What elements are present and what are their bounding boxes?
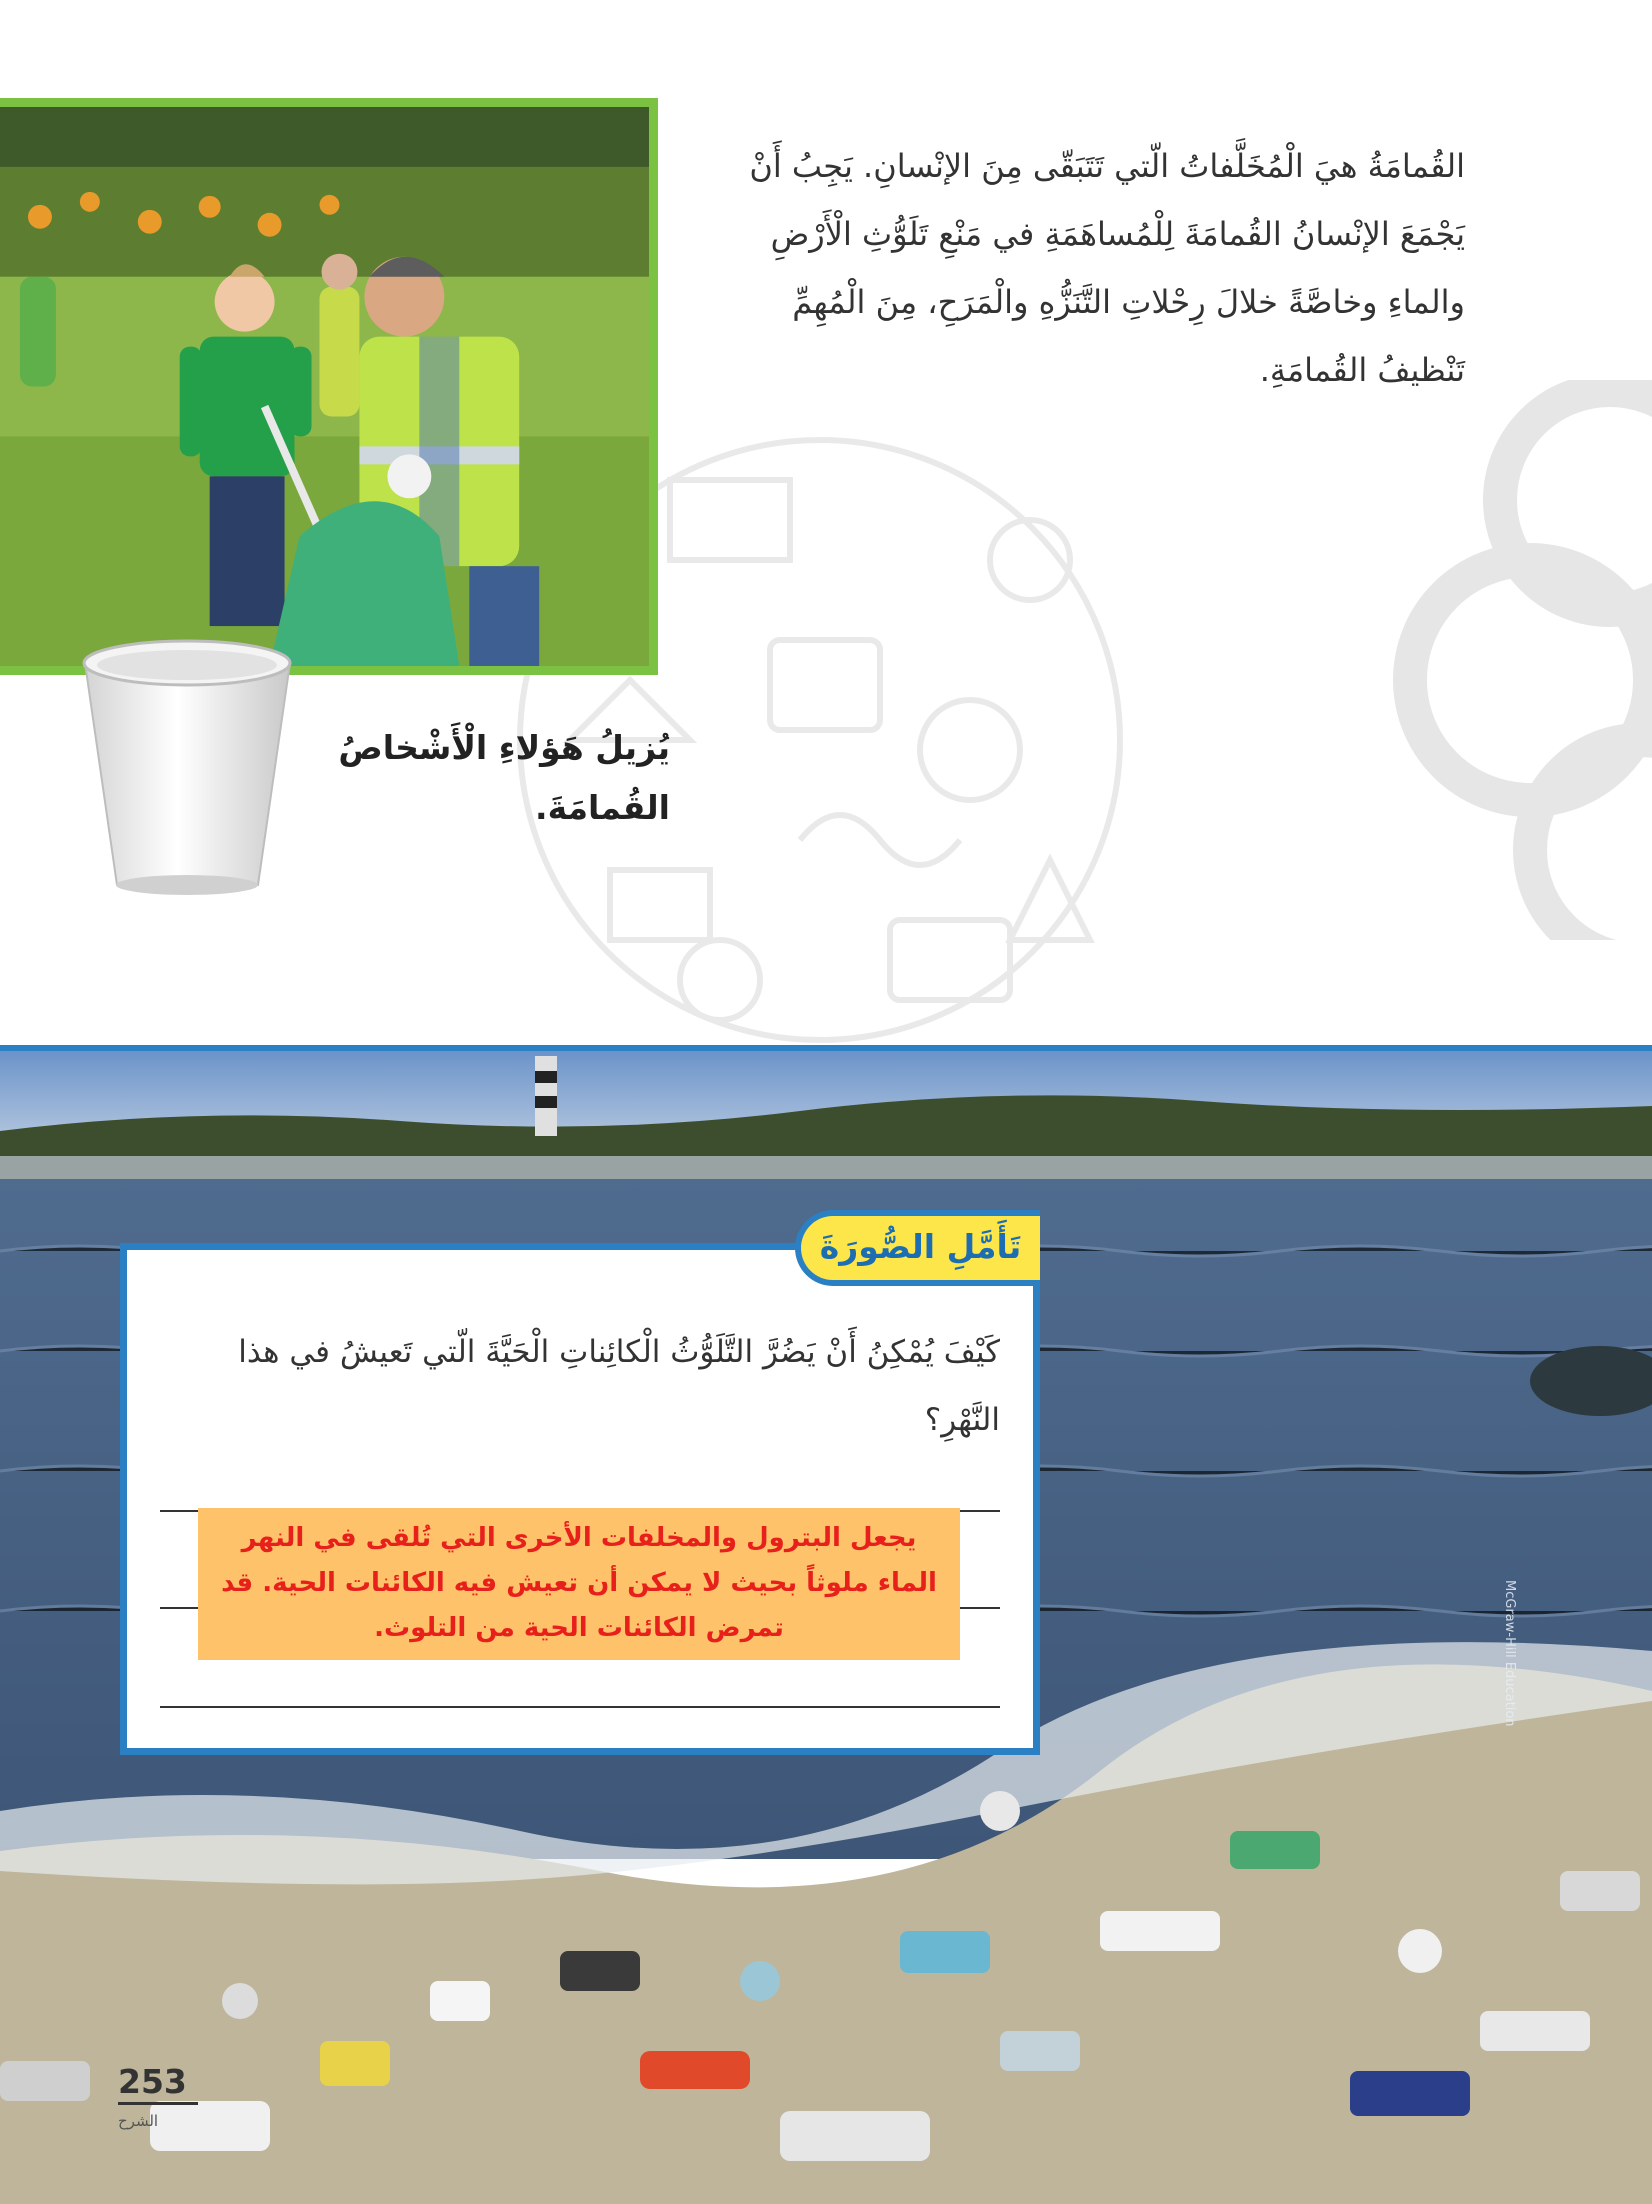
page-section-label: الشرح [118, 2112, 159, 2130]
question-text: كَيْفَ يُمْكِنُ أَنْ يَضُرَّ التَّلَوُّثُ الْكائِناتِ الْحَيَّةَ الّتي تَعيشُ في هذا النَّهْرِ؟ [238, 1334, 1000, 1438]
volunteers-photo [0, 98, 658, 675]
answer-box: يجعل البترول والمخلفات الأخرى التي تُلقى في النهر الماء ملوثاً بحيث لا يمكن أن تعيش فيه الكائنات الحية. قد تمرض الكائنات الحية من التلوث. [198, 1508, 960, 1660]
publisher-credit: McGraw-Hill Education [1502, 1580, 1517, 1727]
page-number: 253 [118, 2062, 198, 2105]
intro-paragraph: القُمامَةُ هيَ الْمُخَلَّفاتُ الّتي تَتَبَقّى مِنَ الإنْسانِ. يَجِبُ أَنْ يَجْمَعَ الإنْسانُ القُمامَةَ لِلْمُساهَمَةِ في مَنْعِ تَلَوُّثِ الْأَرْضِ والماءِ وخاصَّةً خلالَ رِحْلاتِ التَّنَزُّهِ والْمَرَحِ، مِنَ الْمُهِمِّ تَنْظيفُ القُمامَةِ. [749, 147, 1465, 389]
answer-line [160, 1706, 1000, 1708]
activity-title: تَأَمَّلِ الصُّورَةَ [795, 1210, 1040, 1286]
foam-cup-image [80, 635, 295, 900]
photo-caption: يُزيلُ هَؤلاءِ الْأَشْخاصُ القُمامَةَ. [338, 728, 670, 827]
plastic-ring-decoration [1360, 380, 1652, 940]
